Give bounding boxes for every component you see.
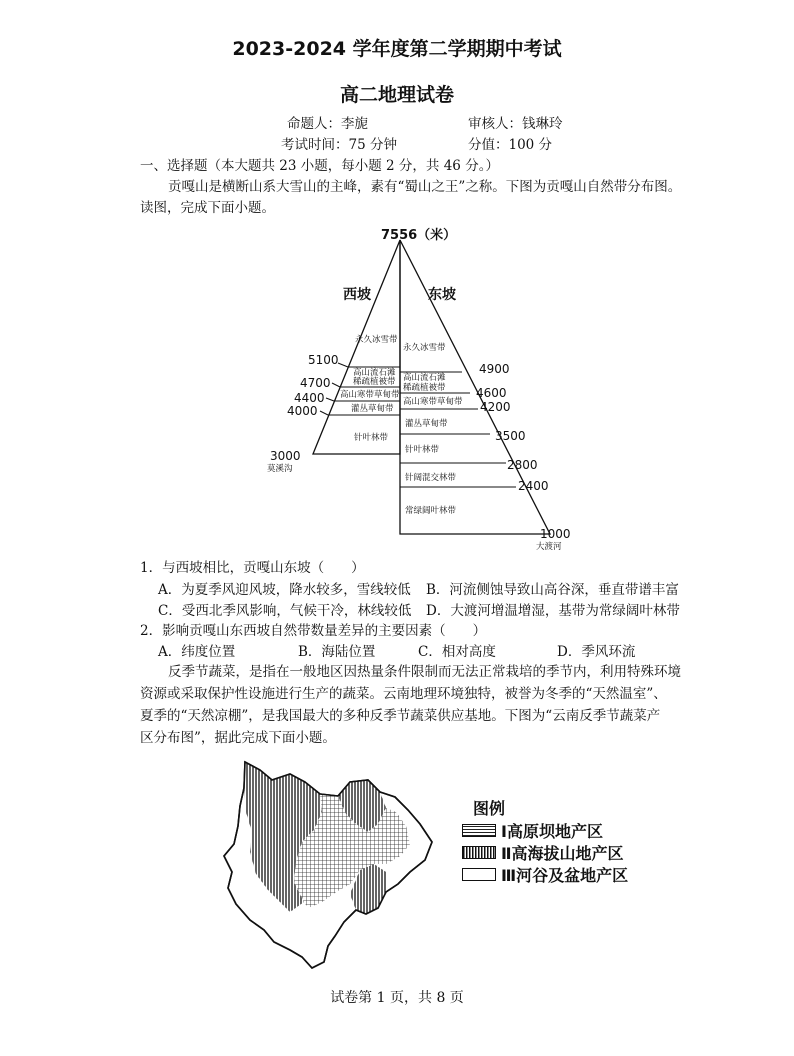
west-altitude-label: 5100 bbox=[308, 353, 339, 367]
east-altitude-label: 4600 bbox=[476, 386, 507, 400]
legend-title: 图例 bbox=[473, 799, 506, 818]
legend-item: Ⅲ河谷及盆地产区 bbox=[501, 866, 629, 885]
east-altitude-label: 2800 bbox=[507, 458, 538, 472]
legend-swatch-vertical bbox=[462, 846, 496, 859]
q2-option-c: C．相对高度 bbox=[418, 644, 496, 660]
question-2-stem: 2．影响贡嘎山东西坡自然带数量差异的主要因素（ ） bbox=[140, 623, 487, 639]
west-zone-label: 高山流石滩 bbox=[353, 368, 396, 378]
east-slope-label: 东坡 bbox=[428, 287, 456, 303]
passage-line: 反季节蔬菜，是指在一般地区因热量条件限制而无法正常栽培的季节内，利用特殊环境 bbox=[168, 664, 681, 680]
east-zone-label: 针阔混交林带 bbox=[405, 473, 457, 483]
west-slope-label: 西坡 bbox=[343, 287, 371, 303]
west-zone-label: 针叶林带 bbox=[354, 433, 389, 443]
west-base-place: 莫溪沟 bbox=[267, 464, 293, 474]
passage-line: 资源或采取保护性设施进行生产的蔬菜。云南地理环境独特，被誉为冬季的“天然温室”、 bbox=[140, 686, 667, 702]
reviewer-line: 审核人：钱琳玲 bbox=[468, 116, 563, 132]
west-zone-label: 高山寒带草甸带 bbox=[340, 390, 400, 400]
west-zone-label: 永久冰雪带 bbox=[355, 335, 398, 345]
q2-option-a: A．纬度位置 bbox=[158, 644, 236, 660]
q2-option-d: D．季风环流 bbox=[557, 644, 636, 660]
east-zone-label: 针叶林带 bbox=[405, 445, 440, 455]
q1-option-b: B．河流侧蚀导致山高谷深，垂直带谱丰富 bbox=[426, 582, 679, 598]
author-line: 命题人：李旎 bbox=[287, 116, 368, 132]
peak-label: 7556（米） bbox=[381, 228, 457, 243]
yunnan-region-map bbox=[210, 752, 455, 982]
vertical-zone-diagram bbox=[250, 222, 580, 554]
intro-paragraph-line: 读图，完成下面小题。 bbox=[140, 200, 275, 216]
legend-item: Ⅰ高原坝地产区 bbox=[501, 822, 603, 841]
east-zone-label: 永久冰雪带 bbox=[403, 343, 446, 353]
exam-time: 考试时间：75 分钟 bbox=[281, 137, 397, 153]
question-1-stem: 1．与西坡相比，贡嘎山东坡（ ） bbox=[140, 560, 365, 576]
legend-swatch-blank bbox=[462, 868, 496, 881]
east-zone-label: 灌丛草甸带 bbox=[405, 419, 448, 429]
west-altitude-label: 4000 bbox=[287, 404, 318, 418]
q1-option-c: C．受西北季风影响，气候干冷，林线较低 bbox=[158, 603, 412, 619]
q2-option-b: B．海陆位置 bbox=[298, 644, 376, 660]
page-footer: 试卷第 1 页，共 8 页 bbox=[330, 990, 464, 1006]
east-zone-label: 高山寒带草甸带 bbox=[403, 397, 463, 407]
east-altitude-label: 4900 bbox=[479, 362, 510, 376]
east-base-place: 大渡河 bbox=[536, 542, 562, 552]
east-altitude-label: 4200 bbox=[480, 400, 511, 414]
legend-item: Ⅱ高海拔山地产区 bbox=[501, 844, 624, 863]
q1-option-d: D．大渡河增温增湿，基带为常绿阔叶林带 bbox=[426, 603, 680, 619]
west-altitude-label: 3000 bbox=[270, 449, 301, 463]
legend-swatch-grid bbox=[462, 824, 496, 837]
west-zone-label: 灌丛草甸带 bbox=[351, 404, 394, 414]
west-altitude-label: 4400 bbox=[294, 391, 325, 405]
exam-score: 分值：100 分 bbox=[468, 137, 553, 153]
west-altitude-label: 4700 bbox=[300, 376, 331, 390]
intro-paragraph-line: 贡嘎山是横断山系大雪山的主峰，素有“蜀山之王”之称。下图为贡嘎山自然带分布图。 bbox=[168, 179, 682, 195]
exam-subtitle: 高二地理试卷 bbox=[339, 84, 454, 106]
passage-line: 夏季的“天然凉棚”，是我国最大的多种反季节蔬菜供应基地。下图为“云南反季节蔬菜产 bbox=[140, 708, 661, 724]
exam-title: 2023-2024 学年度第二学期期中考试 bbox=[232, 38, 562, 60]
east-zone-label: 稀疏植被带 bbox=[403, 383, 446, 393]
east-altitude-label: 3500 bbox=[495, 429, 526, 443]
passage-line: 区分布图”，据此完成下面小题。 bbox=[140, 730, 336, 746]
east-zone-label: 常绿阔叶林带 bbox=[405, 506, 457, 516]
west-slope-outline bbox=[313, 240, 400, 454]
east-altitude-label: 1000 bbox=[540, 527, 571, 541]
east-zone-label: 高山流石滩 bbox=[403, 373, 446, 383]
section-heading: 一、选择题（本大题共 23 小题，每小题 2 分，共 46 分。） bbox=[140, 158, 499, 174]
west-zone-label: 稀疏植被带 bbox=[353, 377, 396, 387]
q1-option-a: A．为夏季风迎风坡，降水较多，雪线较低 bbox=[158, 582, 411, 598]
east-altitude-label: 2400 bbox=[518, 479, 549, 493]
